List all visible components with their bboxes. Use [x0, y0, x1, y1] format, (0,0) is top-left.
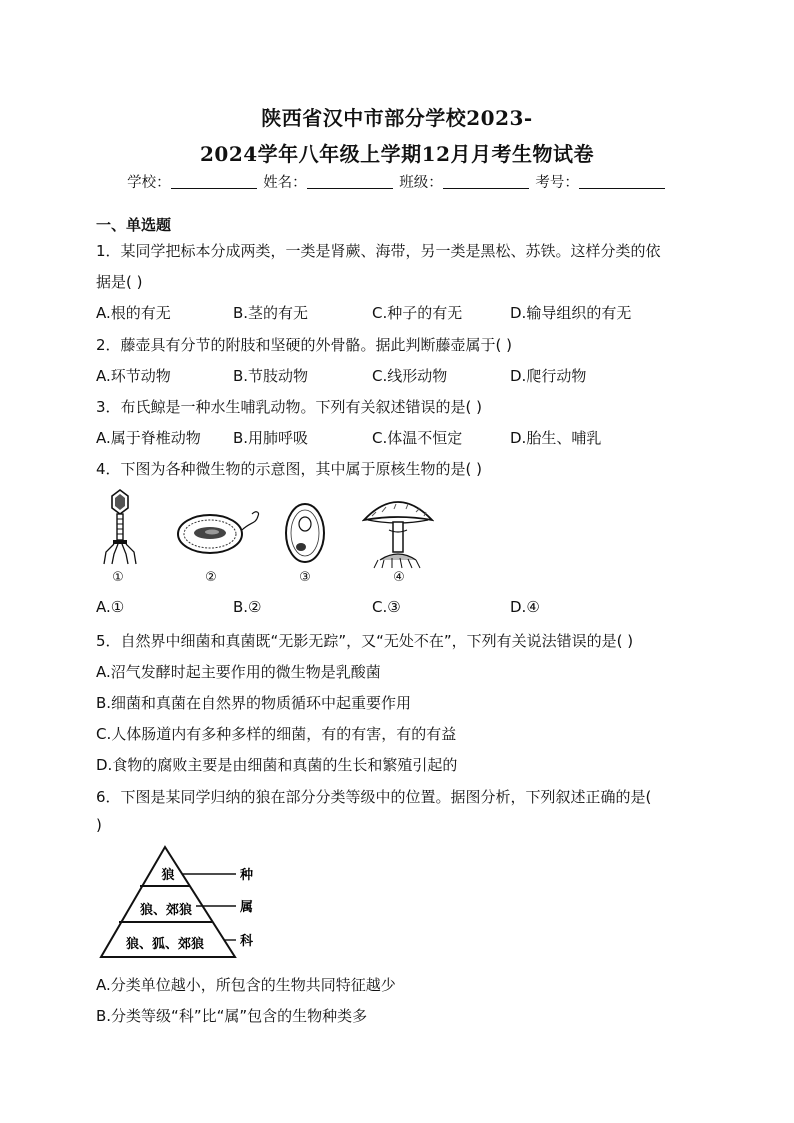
q6-option-a[interactable]: A.分类单位越小，所包含的生物共同特征越少 — [96, 976, 396, 994]
q5-option-b[interactable]: B.细菌和真菌在自然界的物质循环中起重要作用 — [96, 694, 412, 712]
exam-title-line1: 陕西省汉中市部分学校2023- — [261, 106, 533, 130]
class-label: 班级： — [399, 175, 443, 191]
rank-label-genus: 属 — [240, 900, 254, 915]
class-blank[interactable] — [443, 174, 529, 189]
rank-label-family: 科 — [240, 934, 254, 949]
q5-option-d[interactable]: D.食物的腐败主要是由细菌和真菌的生长和繁殖引起的 — [96, 756, 458, 774]
name-label: 姓名： — [263, 175, 307, 191]
q2-stem: 2．藤壶具有分节的附肢和坚硬的外骨骼。据此判断藤壶属于( ) — [96, 336, 513, 354]
q5-option-a[interactable]: A.沼气发酵时起主要作用的微生物是乳酸菌 — [96, 663, 381, 681]
q6-stem-line1: 6．下图是某同学归纳的狼在部分分类等级中的位置。据图分析，下列叙述正确的是( — [96, 788, 652, 806]
pyramid-level-genus: 狼、郊狼 — [139, 903, 193, 918]
q4-option-c[interactable]: C.③ — [372, 598, 401, 616]
rank-label-species: 种 — [240, 868, 254, 883]
q1-option-b[interactable]: B.茎的有无 — [233, 304, 309, 322]
q1-option-a[interactable]: A.根的有无 — [96, 304, 171, 322]
school-label: 学校： — [127, 175, 171, 191]
figure-label-3: ③ — [299, 570, 311, 585]
figure-label-2: ② — [205, 570, 217, 585]
q4-option-d[interactable]: D.④ — [510, 598, 540, 616]
exam-number-label: 考号： — [535, 175, 579, 191]
pyramid-level-species: 狼 — [161, 868, 175, 883]
q5-option-c[interactable]: C.人体肠道内有多种多样的细菌，有的有害，有的有益 — [96, 725, 457, 743]
figure-label-4: ④ — [393, 570, 405, 585]
q4-option-b[interactable]: B.② — [233, 598, 262, 616]
mushroom-figure — [362, 490, 434, 570]
bacterium-figure — [172, 508, 264, 558]
pyramid-level-family: 狼、狐、郊狼 — [125, 937, 205, 952]
q1-option-c[interactable]: C.种子的有无 — [372, 304, 463, 322]
q1-option-d[interactable]: D.输导组织的有无 — [510, 304, 632, 322]
section-title: 一、单选题 — [96, 216, 172, 234]
q3-option-c[interactable]: C.体温不恒定 — [372, 429, 463, 447]
exam-title-line2: 2024学年八年级上学期12月月考生物试卷 — [200, 142, 594, 166]
q3-option-b[interactable]: B.用肺呼吸 — [233, 429, 309, 447]
yeast-cell-figure — [283, 500, 327, 566]
q1-stem-line2: 据是( ) — [96, 273, 143, 291]
q4-option-a[interactable]: A.① — [96, 598, 125, 616]
q2-option-a[interactable]: A.环节动物 — [96, 367, 171, 385]
q3-option-d[interactable]: D.胎生、哺乳 — [510, 429, 602, 447]
q4-stem: 4．下图为各种微生物的示意图，其中属于原核生物的是( ) — [96, 460, 483, 478]
classification-pyramid — [98, 844, 268, 962]
q2-option-c[interactable]: C.线形动物 — [372, 367, 448, 385]
q6-option-b[interactable]: B.分类等级“科”比“属”包含的生物种类多 — [96, 1007, 368, 1025]
q1-stem-line1: 1．某同学把标本分成两类，一类是肾蕨、海带，另一类是黑松、苏铁。这样分类的依 — [96, 242, 661, 260]
q5-stem: 5．自然界中细菌和真菌既“无影无踪”，又“无处不在”，下列有关说法错误的是( ) — [96, 632, 634, 650]
school-blank[interactable] — [171, 174, 257, 189]
name-blank[interactable] — [307, 174, 393, 189]
q3-stem: 3．布氏鲸是一种水生哺乳动物。下列有关叙述错误的是( ) — [96, 398, 483, 416]
q2-option-d[interactable]: D.爬行动物 — [510, 367, 587, 385]
exam-number-blank[interactable] — [579, 174, 665, 189]
student-info-row — [0, 171, 794, 192]
q6-stem-line2: ) — [96, 816, 102, 834]
figure-label-1: ① — [112, 570, 124, 585]
q3-option-a[interactable]: A.属于脊椎动物 — [96, 429, 201, 447]
q2-option-b[interactable]: B.节肢动物 — [233, 367, 309, 385]
bacteriophage-figure — [100, 488, 140, 566]
